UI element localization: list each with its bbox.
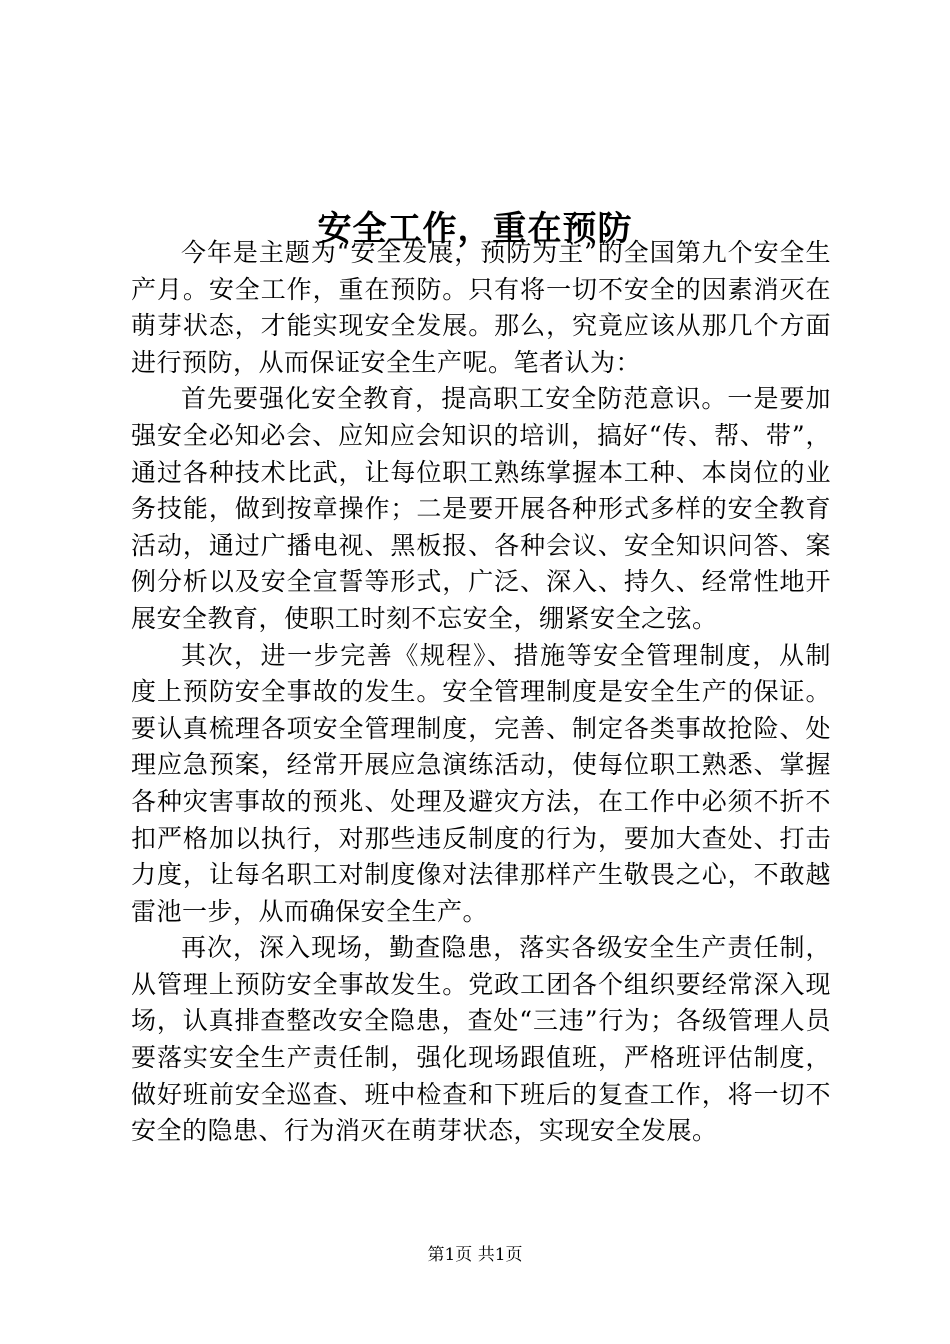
paragraph-education: 首先要强化安全教育，提高职工安全防范意识。一是要加强安全必知必会、应知应会知识的培训，搞好“传、帮、带”，通过各种技术比武，让每位职工熟练掌握本工种、本岗位的业务技能，做到按章操作；二是要开展各种形式多样的安全教育活动，通过广播电视、黑板报、各种会议、安全知识问答、案例分析以及安全宣誓等形式，广泛、深入、持久、经常性地开展安全教育，使职工时刻不忘安全，绷紧安全之弦。 <box>131 384 831 633</box>
page-footer: 第1页 共1页 <box>427 1245 523 1265</box>
paragraph-regulations: 其次，进一步完善《规程》、措施等安全管理制度，从制度上预防安全事故的发生。安全管理制度是安全生产的保证。要认真梳理各项安全管理制度，完善、制定各类事故抢险、处理应急预案，经常开展应急演练活动，使每位职工熟悉、掌握各种灾害事故的预兆、处理及避灾方法，在工作中必须不折不扣严格加以执行，对那些违反制度的行为，要加大查处、打击力度，让每名职工对制度像对法律那样产生敬畏之心，不敢越雷池一步，从而确保安全生产。 <box>131 640 831 926</box>
paragraph-on-site: 再次，深入现场，勤查隐患，落实各级安全生产责任制，从管理上预防安全事故发生。党政工团各个组织要经常深入现场，认真排查整改安全隐患，查处“三违”行为；各级管理人员要落实安全生产责任制，强化现场跟值班，严格班评估制度，做好班前安全巡查、班中检查和下班后的复查工作，将一切不安全的隐患、行为消灭在萌芽状态，实现安全发展。 <box>131 933 831 1146</box>
document-title: 安全工作，重在预防 <box>317 208 633 249</box>
paragraph-intro: 今年是主题为“安全发展，预防为主”的全国第九个安全生产月。安全工作，重在预防。只有将一切不安全的因素消灭在萌芽状态，才能实现安全发展。那么，究竟应该从那几个方面进行预防，从而保证安全生产呢。笔者认为： <box>131 238 831 377</box>
document-body <box>131 235 831 1150</box>
